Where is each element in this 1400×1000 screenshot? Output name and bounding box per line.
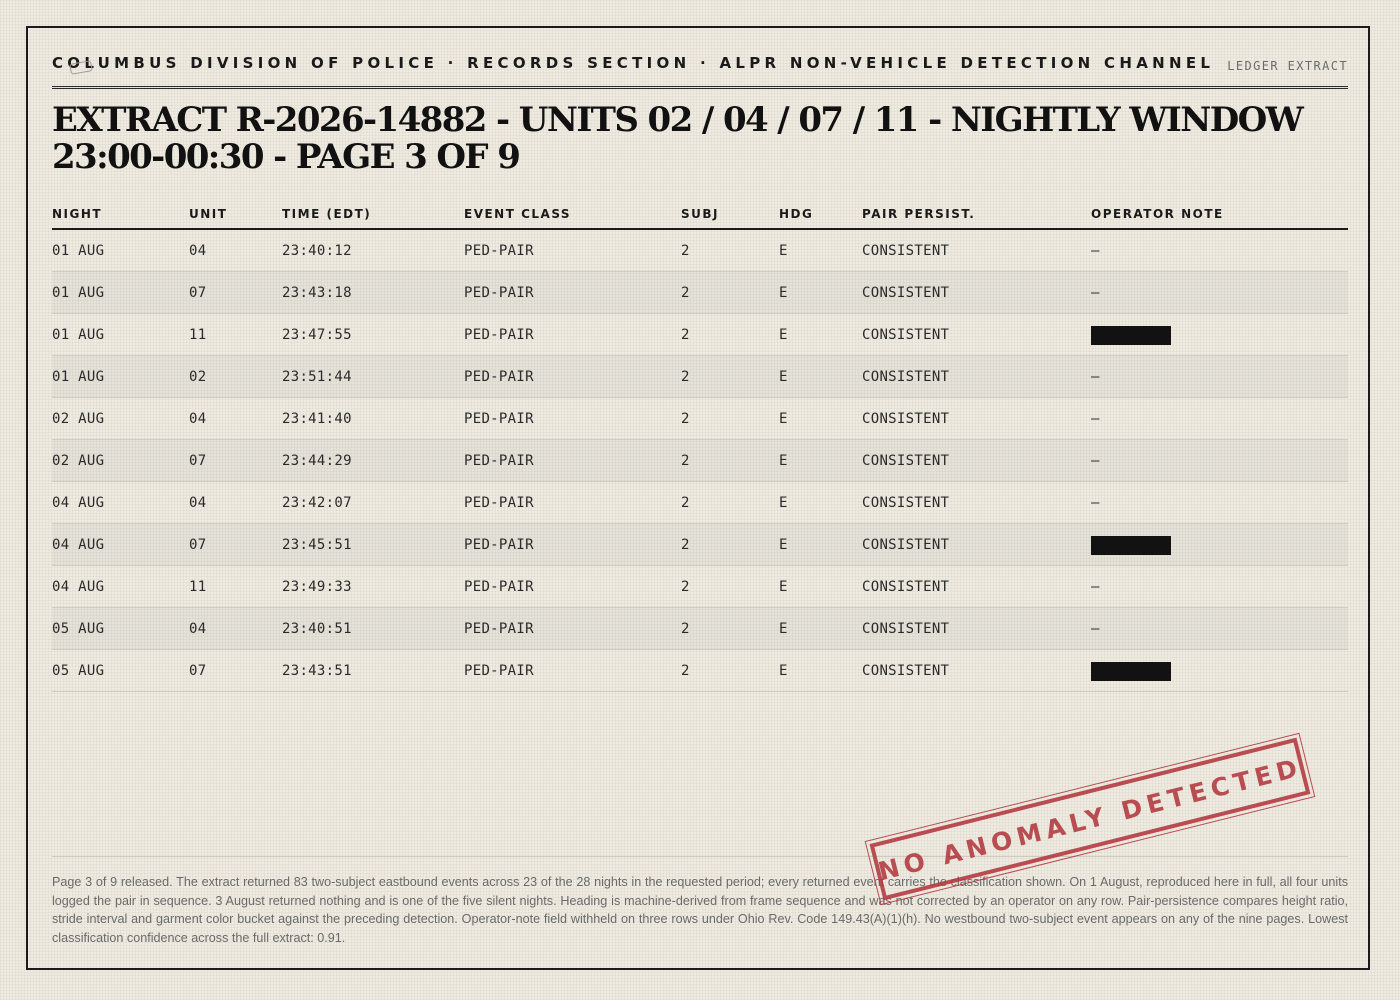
subj-cell: 2 [681, 566, 779, 608]
column-header-pair-persist: PAIR PERSIST. [862, 200, 1091, 229]
night-cell: 02 AUG [52, 398, 189, 440]
operator-note-cell: – [1091, 272, 1348, 314]
hdg-cell: E [779, 229, 862, 272]
event-class-cell: PED-PAIR [464, 398, 681, 440]
column-header-night: NIGHT [52, 200, 189, 229]
agency-line: COLUMBUS DIVISION OF POLICE · RECORDS SECTION · ALPR NON-VEHICLE DETECTION CHANNEL [52, 54, 1215, 72]
redaction-bar [1091, 326, 1171, 345]
unit-cell: 07 [189, 524, 282, 566]
unit-cell: 04 [189, 229, 282, 272]
time-cell: 23:41:40 [282, 398, 464, 440]
table-row [52, 272, 1348, 314]
unit-cell: 11 [189, 566, 282, 608]
table-row [52, 524, 1348, 566]
time-cell: 23:42:07 [282, 482, 464, 524]
hdg-cell: E [779, 272, 862, 314]
time-cell: 23:40:12 [282, 229, 464, 272]
document-header [52, 52, 1348, 89]
event-class-cell: PED-PAIR [464, 440, 681, 482]
table-row [52, 229, 1348, 272]
night-cell: 01 AUG [52, 272, 189, 314]
column-header-subj: SUBJ [681, 200, 779, 229]
subj-cell: 2 [681, 482, 779, 524]
unit-cell: 07 [189, 650, 282, 692]
operator-note-cell: – [1091, 398, 1348, 440]
night-cell: 05 AUG [52, 608, 189, 650]
table-row [52, 650, 1348, 692]
hdg-cell: E [779, 566, 862, 608]
operator-note-cell: – [1091, 608, 1348, 650]
operator-note-cell [1091, 524, 1348, 566]
subj-cell: 2 [681, 524, 779, 566]
unit-cell: 04 [189, 398, 282, 440]
detection-ledger-table [52, 200, 1348, 692]
time-cell: 23:49:33 [282, 566, 464, 608]
event-class-cell: PED-PAIR [464, 608, 681, 650]
time-cell: 23:44:29 [282, 440, 464, 482]
event-class-cell: PED-PAIR [464, 229, 681, 272]
no-anomaly-stamp: NO ANOMALY DETECTED [870, 738, 1311, 901]
night-cell: 02 AUG [52, 440, 189, 482]
column-header-operator-note: OPERATOR NOTE [1091, 200, 1348, 229]
pair-persist-cell: CONSISTENT [862, 398, 1091, 440]
unit-cell: 07 [189, 272, 282, 314]
pair-persist-cell: CONSISTENT [862, 356, 1091, 398]
event-class-cell: PED-PAIR [464, 272, 681, 314]
event-class-cell: PED-PAIR [464, 524, 681, 566]
redaction-bar [1091, 536, 1171, 555]
event-class-cell: PED-PAIR [464, 482, 681, 524]
subj-cell: 2 [681, 356, 779, 398]
hdg-cell: E [779, 314, 862, 356]
hdg-cell: E [779, 650, 862, 692]
time-cell: 23:43:51 [282, 650, 464, 692]
night-cell: 01 AUG [52, 314, 189, 356]
operator-note-cell: – [1091, 482, 1348, 524]
table-row [52, 356, 1348, 398]
pair-persist-cell: CONSISTENT [862, 482, 1091, 524]
subj-cell: 2 [681, 398, 779, 440]
table-row [52, 482, 1348, 524]
time-cell: 23:43:18 [282, 272, 464, 314]
unit-cell: 02 [189, 356, 282, 398]
pair-persist-cell: CONSISTENT [862, 566, 1091, 608]
time-cell: 23:51:44 [282, 356, 464, 398]
column-header-unit: UNIT [189, 200, 282, 229]
column-header-event-class: EVENT CLASS [464, 200, 681, 229]
footnote-divider [52, 856, 1348, 857]
time-cell: 23:40:51 [282, 608, 464, 650]
subj-cell: 2 [681, 608, 779, 650]
night-cell: 04 AUG [52, 566, 189, 608]
subj-cell: 2 [681, 314, 779, 356]
extract-title: EXTRACT R-2026-14882 - UNITS 02 / 04 / 07 / 11 - NIGHTLY WINDOW 23:00-00:30 - PAGE 3 OF 9 [52, 100, 1303, 177]
redaction-bar [1091, 662, 1171, 681]
hdg-cell: E [779, 356, 862, 398]
unit-cell: 04 [189, 608, 282, 650]
pair-persist-cell: CONSISTENT [862, 524, 1091, 566]
table-row [52, 566, 1348, 608]
event-class-cell: PED-PAIR [464, 650, 681, 692]
table-body [52, 229, 1348, 692]
night-cell: 01 AUG [52, 356, 189, 398]
operator-note-cell: – [1091, 440, 1348, 482]
night-cell: 04 AUG [52, 524, 189, 566]
subj-cell: 2 [681, 650, 779, 692]
pair-persist-cell: CONSISTENT [862, 272, 1091, 314]
table-row [52, 398, 1348, 440]
column-header-hdg: HDG [779, 200, 862, 229]
ledger-extract-tag: LEDGER EXTRACT [1227, 59, 1348, 73]
column-header-time: TIME (EDT) [282, 200, 464, 229]
hdg-cell: E [779, 482, 862, 524]
operator-note-cell: – [1091, 356, 1348, 398]
hdg-cell: E [779, 608, 862, 650]
event-class-cell: PED-PAIR [464, 566, 681, 608]
table-row [52, 440, 1348, 482]
operator-note-cell [1091, 650, 1348, 692]
table-header-row [52, 200, 1348, 229]
event-class-cell: PED-PAIR [464, 356, 681, 398]
time-cell: 23:47:55 [282, 314, 464, 356]
subj-cell: 2 [681, 229, 779, 272]
event-class-cell: PED-PAIR [464, 314, 681, 356]
unit-cell: 11 [189, 314, 282, 356]
hdg-cell: E [779, 398, 862, 440]
subj-cell: 2 [681, 440, 779, 482]
time-cell: 23:45:51 [282, 524, 464, 566]
night-cell: 05 AUG [52, 650, 189, 692]
unit-cell: 07 [189, 440, 282, 482]
night-cell: 04 AUG [52, 482, 189, 524]
pair-persist-cell: CONSISTENT [862, 440, 1091, 482]
table-row [52, 608, 1348, 650]
table-row [52, 314, 1348, 356]
subj-cell: 2 [681, 272, 779, 314]
operator-note-cell: – [1091, 229, 1348, 272]
pair-persist-cell: CONSISTENT [862, 650, 1091, 692]
hdg-cell: E [779, 440, 862, 482]
operator-note-cell [1091, 314, 1348, 356]
operator-note-cell: – [1091, 566, 1348, 608]
pair-persist-cell: CONSISTENT [862, 314, 1091, 356]
pair-persist-cell: CONSISTENT [862, 229, 1091, 272]
footnote-text: Page 3 of 9 released. The extract returned 83 two-subject eastbound events across 23 of the 28 nights in the requested period; every returned event carries the classification shown. On 1 August, reproduced here in full, all four units logged the pair in sequence. 3 August returned nothing and is one of the five silent nights. Heading is machine-derived from frame sequence and was not corrected by an operator on any row. Pair-persistence compares height ratio, stride interval and garment color bucket against the preceding detection. Operator-note field withheld on three rows under Ohio Rev. Code 149.43(A)(1)(h). No westbound two-subject event appears on any of the nine pages. Lowest classification confidence across the full extract: 0.91. [52, 875, 1348, 946]
night-cell: 01 AUG [52, 229, 189, 272]
pair-persist-cell: CONSISTENT [862, 608, 1091, 650]
hdg-cell: E [779, 524, 862, 566]
unit-cell: 04 [189, 482, 282, 524]
